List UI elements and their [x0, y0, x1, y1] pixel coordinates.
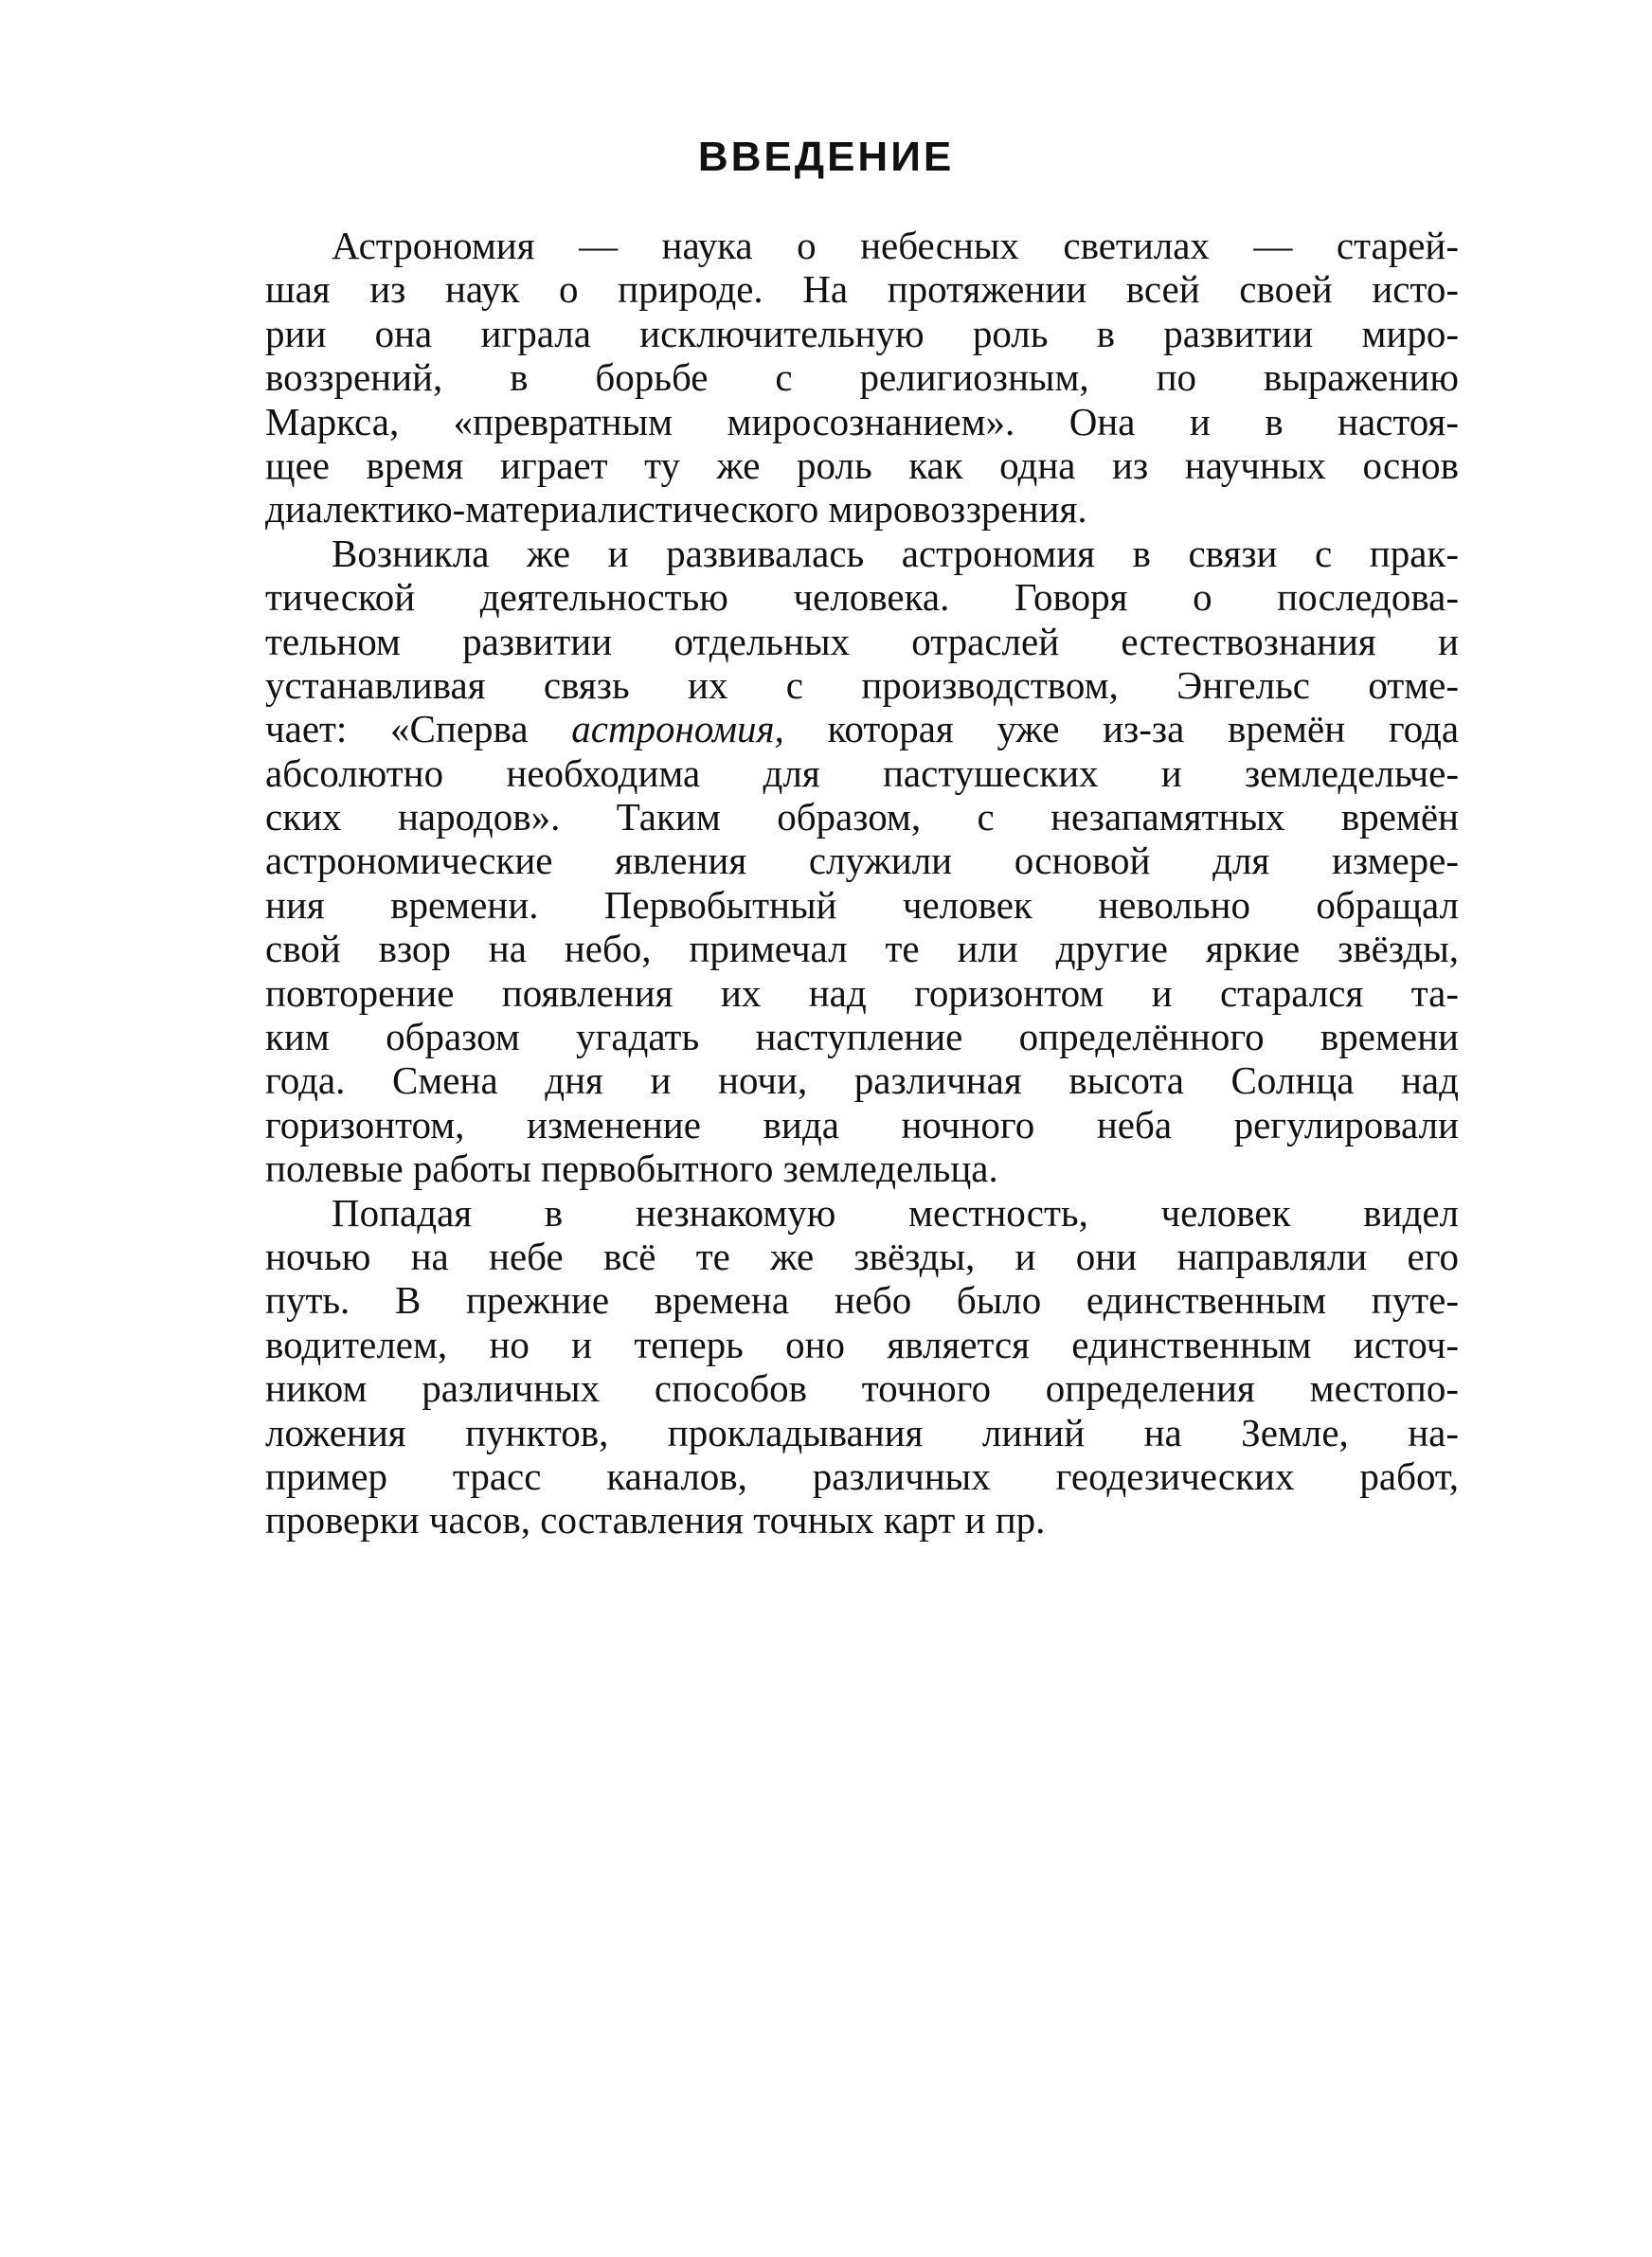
- text-line: тельном развитии отдельных отраслей естествознания и: [265, 619, 1459, 663]
- chapter-title: ВВЕДЕНИЕ: [697, 134, 955, 180]
- paragraph: [265, 532, 1459, 1191]
- text-line: абсолютно необходима для пастушеских и земледельче-: [265, 750, 1459, 795]
- italic-term: астрономия,: [571, 707, 784, 751]
- text-run: чает: «Сперва: [265, 707, 572, 751]
- text-line: пример трасс каналов, различных геодезических работ,: [265, 1454, 1459, 1498]
- text-line: Астрономия — наука о небесных светилах — старей-: [332, 224, 1459, 267]
- text-line: горизонтом, изменение вида ночного неба регулировали: [265, 1102, 1459, 1147]
- text-line: астрономические явления служили основой для измере-: [265, 839, 1459, 883]
- text-line: щее время играет ту же роль как одна из научных основ: [265, 442, 1459, 487]
- paragraph: [265, 1191, 1459, 1543]
- text-line: ким образом угадать наступление определённого времени: [265, 1015, 1459, 1059]
- text-run: которая уже из-за времён года: [783, 707, 1460, 751]
- paragraph: [265, 224, 1459, 532]
- text-line: путь. В прежние времена небо было единственным путе-: [265, 1278, 1459, 1323]
- text-line: воззрений, в борьбе с религиозным, по выражению: [265, 355, 1459, 400]
- text-line: свой взор на небо, примечал те или другие яркие звёзды,: [265, 927, 1459, 971]
- text-line: года. Смена дня и ночи, различная высота Солнца над: [265, 1058, 1459, 1103]
- text-line: ских народов». Таким образом, с незапамятных времён: [265, 795, 1459, 840]
- text-line: тической деятельностью человека. Говоря о последова-: [265, 575, 1459, 620]
- text-line: полевые работы первобытного земледельца.: [265, 1147, 998, 1191]
- body-text: [265, 224, 1459, 1543]
- text-line: Маркса, «превратным миросознанием». Она и в настоя-: [265, 399, 1459, 443]
- text-line: устанавливая связь их с производством, Энгельс отме-: [265, 662, 1459, 707]
- text-line: повторение появления их над горизонтом и старался та-: [265, 970, 1459, 1015]
- text-line: рии она играла исключительную роль в развитии миро-: [265, 311, 1459, 355]
- text-line: ложения пунктов, прокладывания линий на Земле, на-: [265, 1410, 1459, 1454]
- text-line: проверки часов, составления точных карт и пр.: [265, 1498, 1046, 1543]
- text-line: Попадая в незнакомую местность, человек видел: [332, 1190, 1459, 1235]
- text-line: [265, 707, 1459, 750]
- text-line: диалектико-материалистического мировоззрения.: [265, 487, 1087, 532]
- text-line: водителем, но и теперь оно является единственным источ-: [265, 1322, 1459, 1366]
- text-line: Возникла же и развивалась астрономия в связи с прак-: [332, 531, 1459, 575]
- text-line: ночью на небе всё те же звёзды, и они направляли его: [265, 1234, 1459, 1278]
- text-line: шая из наук о природе. На протяжении всей своей исто-: [265, 267, 1459, 312]
- text-line: ния времени. Первобытный человек невольно обращал: [265, 882, 1459, 927]
- text-line: ником различных способов точного определения местопо-: [265, 1366, 1459, 1411]
